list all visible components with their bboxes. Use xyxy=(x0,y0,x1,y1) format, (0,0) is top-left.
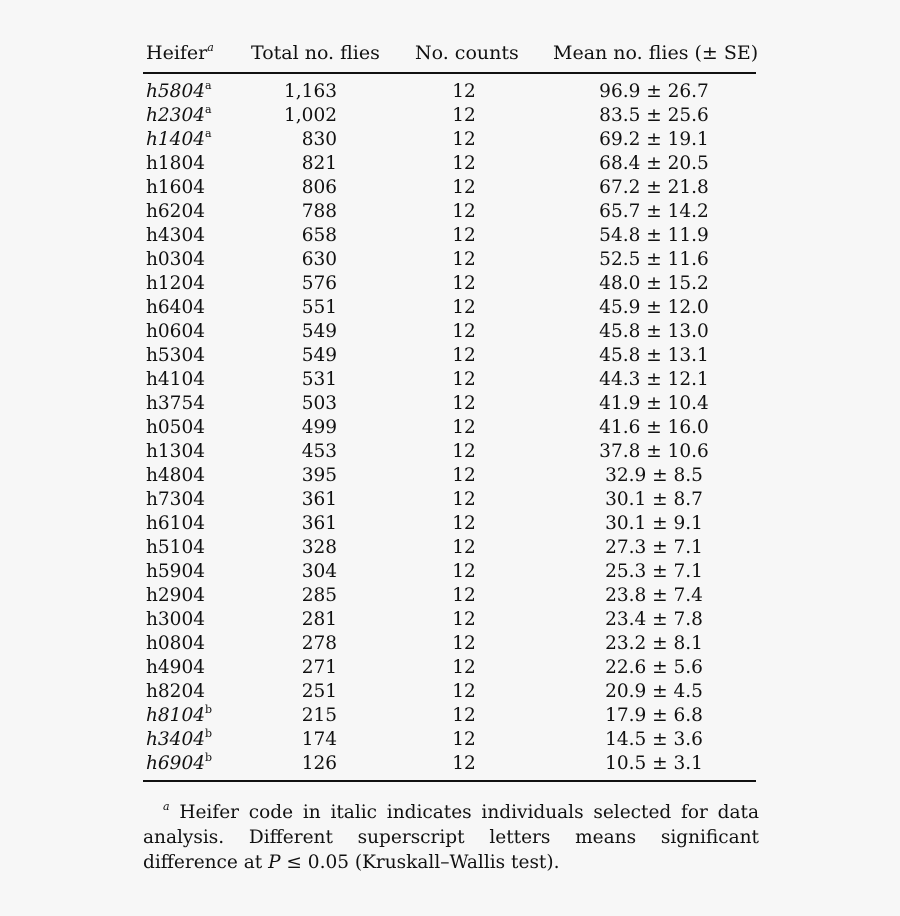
table-row xyxy=(143,536,756,560)
cell-heifer xyxy=(146,560,205,584)
cell-heifer xyxy=(146,200,205,224)
header-heifer: Heifer$^a$ xyxy=(146,40,214,64)
cell-total-flies: 285 xyxy=(301,585,337,606)
table-row xyxy=(143,392,756,416)
cell-mean-flies: 22.6 ± 5.6 xyxy=(605,657,703,678)
heifer-superscript: a xyxy=(205,126,212,140)
cell-total-flies: 361 xyxy=(301,489,337,510)
cell-mean-flies: 25.3 ± 7.1 xyxy=(605,561,703,582)
heifer-fly-table xyxy=(143,36,759,782)
cell-total-flies: 304 xyxy=(301,561,337,582)
table-row xyxy=(143,512,756,536)
heifer-superscript: b xyxy=(205,702,213,716)
cell-mean-flies: 48.0 ± 15.2 xyxy=(599,273,709,294)
table-row xyxy=(143,704,756,728)
cell-heifer xyxy=(146,368,205,392)
cell-total-flies: 395 xyxy=(301,465,337,486)
heifer-code: h0504 xyxy=(146,417,205,438)
cell-heifer xyxy=(146,608,205,632)
cell-heifer xyxy=(146,320,205,344)
heifer-code: h4904 xyxy=(146,657,205,678)
table-row xyxy=(143,464,756,488)
footnote-p-symbol: P xyxy=(268,852,281,873)
cell-heifer xyxy=(146,392,205,416)
table-header-row xyxy=(143,36,759,70)
cell-total-flies: 499 xyxy=(301,417,337,438)
header-no-counts: No. counts xyxy=(415,42,519,64)
cell-no-counts: 12 xyxy=(452,345,476,366)
table-body xyxy=(143,80,756,776)
table-row xyxy=(143,320,756,344)
cell-heifer xyxy=(146,128,212,152)
table-row xyxy=(143,440,756,464)
cell-heifer xyxy=(146,440,205,464)
cell-no-counts: 12 xyxy=(452,297,476,318)
heifer-code: h3754 xyxy=(146,393,205,414)
cell-no-counts: 12 xyxy=(452,657,476,678)
table-row xyxy=(143,296,756,320)
heifer-code: h6204 xyxy=(146,201,205,222)
table-row xyxy=(143,248,756,272)
heifer-code: h0304 xyxy=(146,249,205,270)
heifer-superscript: b xyxy=(205,726,213,740)
heifer-code: h3004 xyxy=(146,609,205,630)
cell-no-counts: 12 xyxy=(452,393,476,414)
cell-total-flies: 278 xyxy=(301,633,337,654)
cell-mean-flies: 41.6 ± 16.0 xyxy=(599,417,709,438)
cell-mean-flies: 30.1 ± 8.7 xyxy=(605,489,703,510)
cell-total-flies: 549 xyxy=(301,345,337,366)
heifer-code: h1204 xyxy=(146,273,205,294)
cell-heifer xyxy=(146,176,205,200)
cell-no-counts: 12 xyxy=(452,249,476,270)
cell-mean-flies: 17.9 ± 6.8 xyxy=(605,705,703,726)
cell-total-flies: 251 xyxy=(301,681,337,702)
table-row xyxy=(143,728,756,752)
cell-total-flies: 215 xyxy=(301,705,337,726)
table-row xyxy=(143,128,756,152)
cell-no-counts: 12 xyxy=(452,177,476,198)
cell-mean-flies: 41.9 ± 10.4 xyxy=(599,393,709,414)
cell-heifer xyxy=(146,416,205,440)
table-row xyxy=(143,224,756,248)
cell-mean-flies: 14.5 ± 3.6 xyxy=(605,729,703,750)
bottom-rule xyxy=(143,780,756,782)
cell-mean-flies: 83.5 ± 25.6 xyxy=(599,105,709,126)
cell-mean-flies: 10.5 ± 3.1 xyxy=(605,753,703,774)
table-row xyxy=(143,752,756,776)
footnote-text-2: ≤ 0.05 (Kruskall–Wallis test). xyxy=(280,852,560,873)
cell-mean-flies: 68.4 ± 20.5 xyxy=(599,153,709,174)
cell-total-flies: 658 xyxy=(301,225,337,246)
header-heifer-footnote-mark: a xyxy=(207,40,214,54)
cell-heifer xyxy=(146,104,212,128)
cell-heifer xyxy=(146,704,212,728)
cell-mean-flies: 65.7 ± 14.2 xyxy=(599,201,709,222)
cell-mean-flies: 37.8 ± 10.6 xyxy=(599,441,709,462)
cell-heifer xyxy=(146,272,205,296)
heifer-code: h2304 xyxy=(146,105,205,126)
cell-no-counts: 12 xyxy=(452,753,476,774)
cell-total-flies: 788 xyxy=(301,201,337,222)
cell-total-flies: 503 xyxy=(301,393,337,414)
table-row xyxy=(143,104,756,128)
heifer-code: h1404 xyxy=(146,129,205,150)
cell-total-flies: 271 xyxy=(301,657,337,678)
cell-total-flies: 630 xyxy=(301,249,337,270)
header-total-flies: Total no. flies xyxy=(251,42,380,64)
cell-mean-flies: 67.2 ± 21.8 xyxy=(599,177,709,198)
cell-total-flies: 830 xyxy=(301,129,337,150)
cell-heifer xyxy=(146,248,205,272)
cell-no-counts: 12 xyxy=(452,129,476,150)
table-row xyxy=(143,152,756,176)
cell-total-flies: 281 xyxy=(301,609,337,630)
cell-mean-flies: 30.1 ± 9.1 xyxy=(605,513,703,534)
cell-no-counts: 12 xyxy=(452,537,476,558)
heifer-code: h1804 xyxy=(146,153,205,174)
header-mean-flies: Mean no. flies (± SE) xyxy=(553,42,759,64)
heifer-code: h0604 xyxy=(146,321,205,342)
cell-total-flies: 821 xyxy=(301,153,337,174)
heifer-code: h6404 xyxy=(146,297,205,318)
footnote-text-1: Heifer code in italic indicates individuals selected for data analysis. Different superscript letters means significant difference at xyxy=(143,802,759,873)
cell-total-flies: 328 xyxy=(301,537,337,558)
table-row xyxy=(143,80,756,104)
table-row xyxy=(143,560,756,584)
footnote-mark: a xyxy=(163,799,170,813)
heifer-code: h5804 xyxy=(146,81,205,102)
cell-heifer xyxy=(146,680,205,704)
cell-no-counts: 12 xyxy=(452,441,476,462)
cell-heifer xyxy=(146,344,205,368)
cell-no-counts: 12 xyxy=(452,81,476,102)
cell-no-counts: 12 xyxy=(452,489,476,510)
cell-heifer xyxy=(146,536,205,560)
heifer-code: h8104 xyxy=(146,705,205,726)
cell-mean-flies: 96.9 ± 26.7 xyxy=(599,81,709,102)
cell-total-flies: 549 xyxy=(301,321,337,342)
table-row xyxy=(143,368,756,392)
cell-total-flies: 126 xyxy=(301,753,337,774)
heifer-code: h5104 xyxy=(146,537,205,558)
cell-heifer xyxy=(146,728,212,752)
table-row xyxy=(143,272,756,296)
heifer-superscript: b xyxy=(205,750,213,764)
cell-total-flies: 1,163 xyxy=(284,81,337,102)
cell-no-counts: 12 xyxy=(452,705,476,726)
cell-heifer xyxy=(146,656,205,680)
table-row xyxy=(143,632,756,656)
cell-no-counts: 12 xyxy=(452,273,476,294)
cell-heifer xyxy=(146,632,205,656)
cell-no-counts: 12 xyxy=(452,153,476,174)
cell-no-counts: 12 xyxy=(452,633,476,654)
heifer-code: h2904 xyxy=(146,585,205,606)
cell-no-counts: 12 xyxy=(452,561,476,582)
cell-total-flies: 1,002 xyxy=(284,105,337,126)
cell-no-counts: 12 xyxy=(452,105,476,126)
table-footnote xyxy=(143,800,759,875)
cell-mean-flies: 52.5 ± 11.6 xyxy=(599,249,709,270)
cell-no-counts: 12 xyxy=(452,321,476,342)
cell-total-flies: 531 xyxy=(301,369,337,390)
cell-mean-flies: 69.2 ± 19.1 xyxy=(599,129,709,150)
table-row xyxy=(143,344,756,368)
cell-no-counts: 12 xyxy=(452,417,476,438)
cell-heifer xyxy=(146,488,205,512)
cell-heifer xyxy=(146,584,205,608)
heifer-code: h6104 xyxy=(146,513,205,534)
cell-no-counts: 12 xyxy=(452,729,476,750)
heifer-code: h7304 xyxy=(146,489,205,510)
cell-total-flies: 551 xyxy=(301,297,337,318)
cell-mean-flies: 23.2 ± 8.1 xyxy=(605,633,703,654)
table-row xyxy=(143,584,756,608)
heifer-code: h5304 xyxy=(146,345,205,366)
cell-heifer xyxy=(146,752,212,776)
cell-mean-flies: 32.9 ± 8.5 xyxy=(605,465,703,486)
cell-total-flies: 576 xyxy=(301,273,337,294)
cell-heifer xyxy=(146,224,205,248)
heifer-code: h6904 xyxy=(146,753,205,774)
heifer-code: h3404 xyxy=(146,729,205,750)
cell-mean-flies: 45.9 ± 12.0 xyxy=(599,297,709,318)
cell-mean-flies: 54.8 ± 11.9 xyxy=(599,225,709,246)
heifer-code: h8204 xyxy=(146,681,205,702)
cell-heifer xyxy=(146,152,205,176)
heifer-code: h0804 xyxy=(146,633,205,654)
table-row xyxy=(143,608,756,632)
cell-mean-flies: 45.8 ± 13.1 xyxy=(599,345,709,366)
heifer-code: h4104 xyxy=(146,369,205,390)
heifer-code: h4804 xyxy=(146,465,205,486)
header-rule xyxy=(143,72,756,74)
cell-no-counts: 12 xyxy=(452,513,476,534)
cell-total-flies: 806 xyxy=(301,177,337,198)
heifer-superscript: a xyxy=(205,78,212,92)
table-row xyxy=(143,488,756,512)
heifer-code: h1604 xyxy=(146,177,205,198)
cell-no-counts: 12 xyxy=(452,681,476,702)
cell-no-counts: 12 xyxy=(452,369,476,390)
heifer-code: h1304 xyxy=(146,441,205,462)
cell-mean-flies: 44.3 ± 12.1 xyxy=(599,369,709,390)
cell-heifer xyxy=(146,512,205,536)
table-row xyxy=(143,416,756,440)
cell-no-counts: 12 xyxy=(452,585,476,606)
heifer-superscript: a xyxy=(205,102,212,116)
cell-no-counts: 12 xyxy=(452,201,476,222)
heifer-code: h5904 xyxy=(146,561,205,582)
table-row xyxy=(143,176,756,200)
cell-heifer xyxy=(146,464,205,488)
cell-mean-flies: 20.9 ± 4.5 xyxy=(605,681,703,702)
table-row xyxy=(143,680,756,704)
cell-mean-flies: 27.3 ± 7.1 xyxy=(605,537,703,558)
cell-total-flies: 453 xyxy=(301,441,337,462)
table-row xyxy=(143,656,756,680)
cell-mean-flies: 45.8 ± 13.0 xyxy=(599,321,709,342)
heifer-code: h4304 xyxy=(146,225,205,246)
cell-no-counts: 12 xyxy=(452,225,476,246)
cell-total-flies: 174 xyxy=(301,729,337,750)
table-row xyxy=(143,200,756,224)
cell-heifer xyxy=(146,80,212,104)
cell-mean-flies: 23.4 ± 7.8 xyxy=(605,609,703,630)
cell-total-flies: 361 xyxy=(301,513,337,534)
cell-no-counts: 12 xyxy=(452,609,476,630)
cell-mean-flies: 23.8 ± 7.4 xyxy=(605,585,703,606)
cell-no-counts: 12 xyxy=(452,465,476,486)
cell-heifer xyxy=(146,296,205,320)
